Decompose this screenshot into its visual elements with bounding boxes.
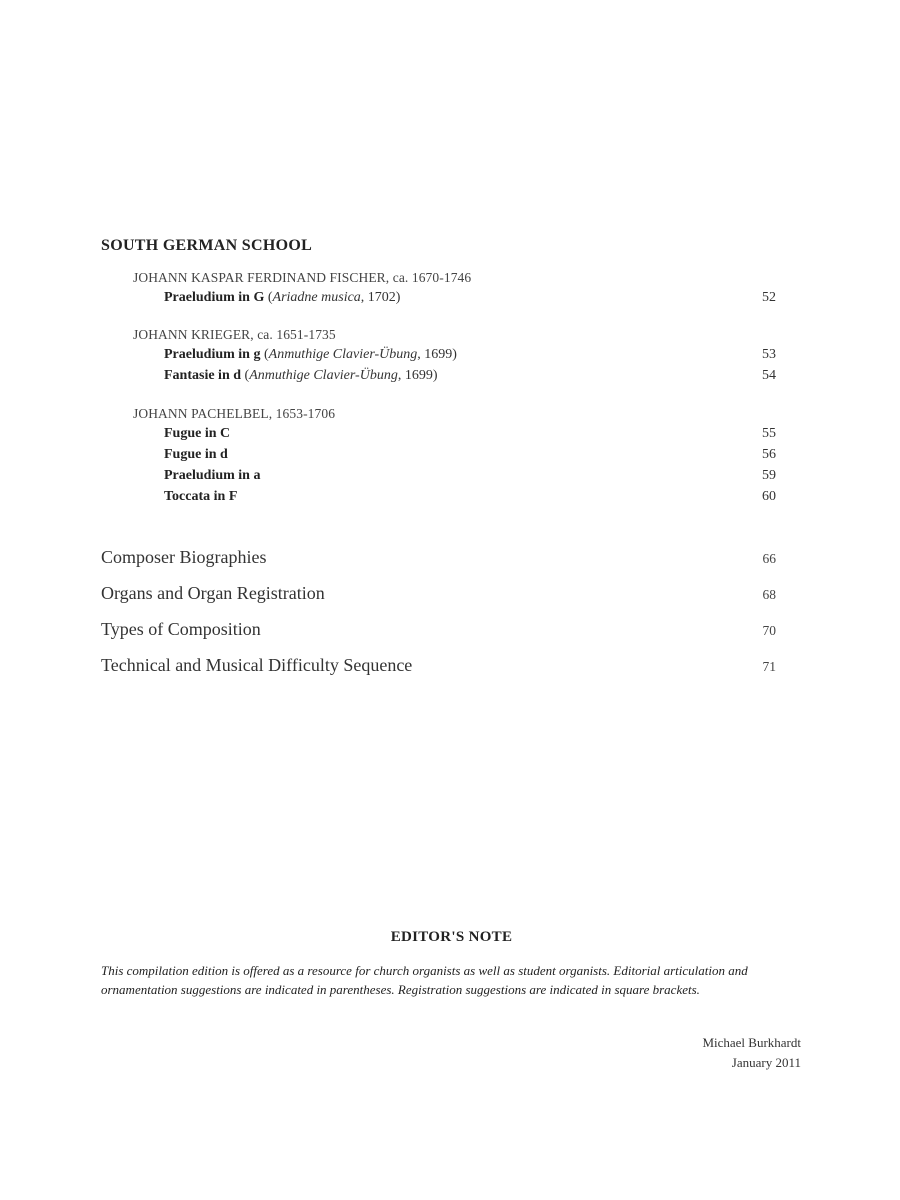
contents-entry[interactable] xyxy=(164,468,776,484)
page-number: 70 xyxy=(762,623,776,638)
signature-author: Michael Burkhardt xyxy=(702,1035,801,1050)
work-title: Fantasie in d xyxy=(164,368,242,383)
source-year: , 1699 xyxy=(397,368,433,383)
contents-entry[interactable] xyxy=(164,368,776,384)
signature-date: January 2011 xyxy=(731,1055,801,1070)
page-number: 55 xyxy=(762,426,776,441)
composer-heading: JOHANN KRIEGER, ca. 1651-1735 xyxy=(133,327,336,342)
editors-note-body: This compilation edition is offered as a resource for church organists as well as student organists. Editorial articulation and ornamentation suggestions are indicated in parentheses. Registration suggestions are indicated in square brackets. xyxy=(101,963,748,997)
contents-entry[interactable] xyxy=(164,447,776,463)
appendix-label: Types of Composition xyxy=(101,619,261,639)
page-number: 68 xyxy=(762,587,776,602)
work-title: Praeludium in a xyxy=(164,468,261,483)
composer-heading: JOHANN KASPAR FERDINAND FISCHER, ca. 1670-1746 xyxy=(133,270,472,285)
appendix-label: Technical and Musical Difficulty Sequence xyxy=(101,655,413,675)
work-title: Praeludium in G xyxy=(164,290,265,305)
signature-block xyxy=(702,1033,801,1073)
appendix-label: Composer Biographies xyxy=(101,547,267,567)
source-title: Anmuthige Clavier-Übung xyxy=(268,347,418,362)
work-title: Toccata in F xyxy=(164,489,238,504)
contents-entry[interactable] xyxy=(164,426,776,442)
page-number: 60 xyxy=(762,489,776,504)
contents-entry[interactable] xyxy=(164,290,776,306)
appendix-label: Organs and Organ Registration xyxy=(101,583,325,603)
work-source: (Anmuthige Clavier-Übung, 1699) xyxy=(244,368,438,383)
source-year: , 1699 xyxy=(417,347,453,362)
page-number: 59 xyxy=(762,468,776,483)
page-number: 66 xyxy=(762,551,776,566)
contents-entry[interactable] xyxy=(164,347,776,363)
work-source: (Anmuthige Clavier-Übung, 1699) xyxy=(263,347,457,362)
work-title: Fugue in C xyxy=(164,426,231,441)
page-number: 71 xyxy=(762,659,776,674)
contents-entry[interactable] xyxy=(164,489,776,505)
page-number: 56 xyxy=(762,447,776,462)
work-title: Praeludium in g xyxy=(164,347,261,362)
appendix-entry[interactable] xyxy=(101,583,776,604)
source-title: Ariadne musica xyxy=(272,290,361,305)
editors-note-heading: EDITOR'S NOTE xyxy=(390,929,513,945)
appendix-entry[interactable] xyxy=(101,619,776,640)
page-number: 54 xyxy=(762,368,776,383)
appendix-entry[interactable] xyxy=(101,655,776,676)
section-heading: SOUTH GERMAN SCHOOL xyxy=(101,237,313,254)
page-number: 53 xyxy=(762,347,776,362)
source-title: Anmuthige Clavier-Übung xyxy=(249,368,398,383)
work-source: (Ariadne musica, 1702) xyxy=(267,290,401,305)
work-title: Fugue in d xyxy=(164,447,228,462)
page-number: 52 xyxy=(762,290,776,305)
composer-heading: JOHANN PACHELBEL, 1653-1706 xyxy=(133,406,336,421)
source-year: , 1702 xyxy=(360,290,396,305)
appendix-entry[interactable] xyxy=(101,547,776,568)
